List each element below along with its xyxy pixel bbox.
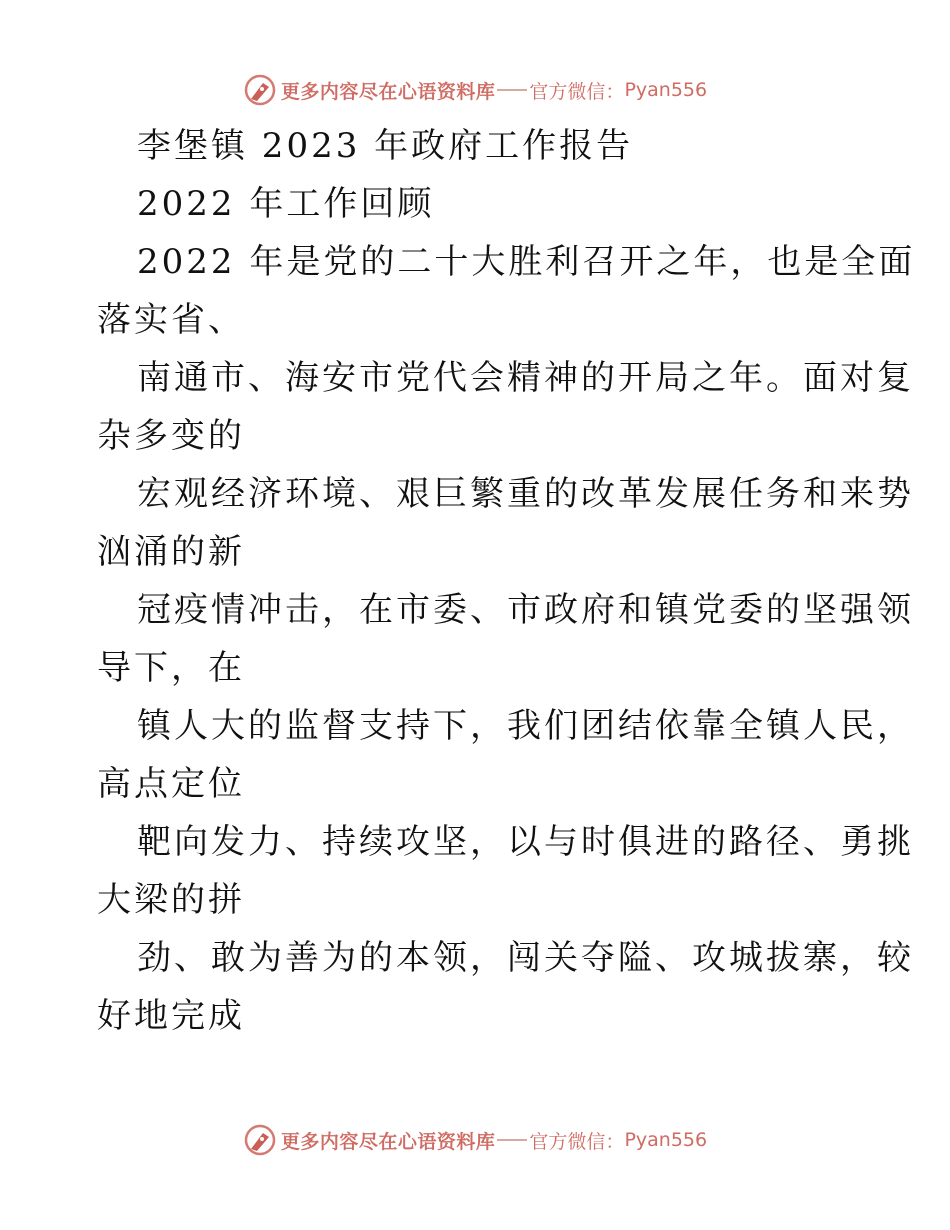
document-body <box>97 117 916 1045</box>
watermark-wechat-id: Pyan556 <box>624 1129 708 1151</box>
body-line: 南通市、海安市党代会精神的开局之年。面对复 <box>137 358 914 398</box>
document-title: 李堡镇 2023 年政府工作报告 <box>137 126 634 166</box>
body-line: 导下，在 <box>97 648 245 688</box>
body-line: 好地完成 <box>97 996 245 1036</box>
body-line: 靶向发力、持续攻坚，以与时俱进的路径、勇挑 <box>137 822 914 862</box>
watermark-wechat-label: 官方微信： <box>529 80 625 103</box>
body-line: 宏观经济环境、艰巨繁重的改革发展任务和来势 <box>137 474 914 514</box>
footer-watermark <box>0 1120 950 1160</box>
body-line: 2022 年是党的二十大胜利召开之年，也是全面 <box>137 242 916 282</box>
pen-nib-circle-icon <box>243 73 277 107</box>
body-line: 杂多变的 <box>97 416 245 456</box>
body-line: 冠疫情冲击，在市委、市政府和镇党委的坚强领 <box>137 590 914 630</box>
watermark-brand-text: 更多内容尽在心语资料库 <box>280 80 496 103</box>
body-line: 劲、敢为善为的本领，闯关夺隘、攻城拔寨，较 <box>137 938 914 978</box>
watermark-wechat-id: Pyan556 <box>624 79 708 101</box>
watermark-divider <box>497 89 527 91</box>
section-heading: 2022 年工作回顾 <box>137 184 435 224</box>
body-line: 镇人大的监督支持下，我们团结依靠全镇人民， <box>137 706 914 746</box>
watermark-divider <box>497 1139 527 1141</box>
header-watermark <box>0 70 950 110</box>
watermark-wechat-label: 官方微信： <box>529 1130 625 1153</box>
watermark-brand-text: 更多内容尽在心语资料库 <box>280 1130 496 1153</box>
body-line: 高点定位 <box>97 764 245 804</box>
pen-nib-circle-icon <box>243 1123 277 1157</box>
body-line: 汹涌的新 <box>97 532 245 572</box>
body-line: 大梁的拼 <box>97 880 245 920</box>
body-line: 落实省、 <box>97 300 245 340</box>
